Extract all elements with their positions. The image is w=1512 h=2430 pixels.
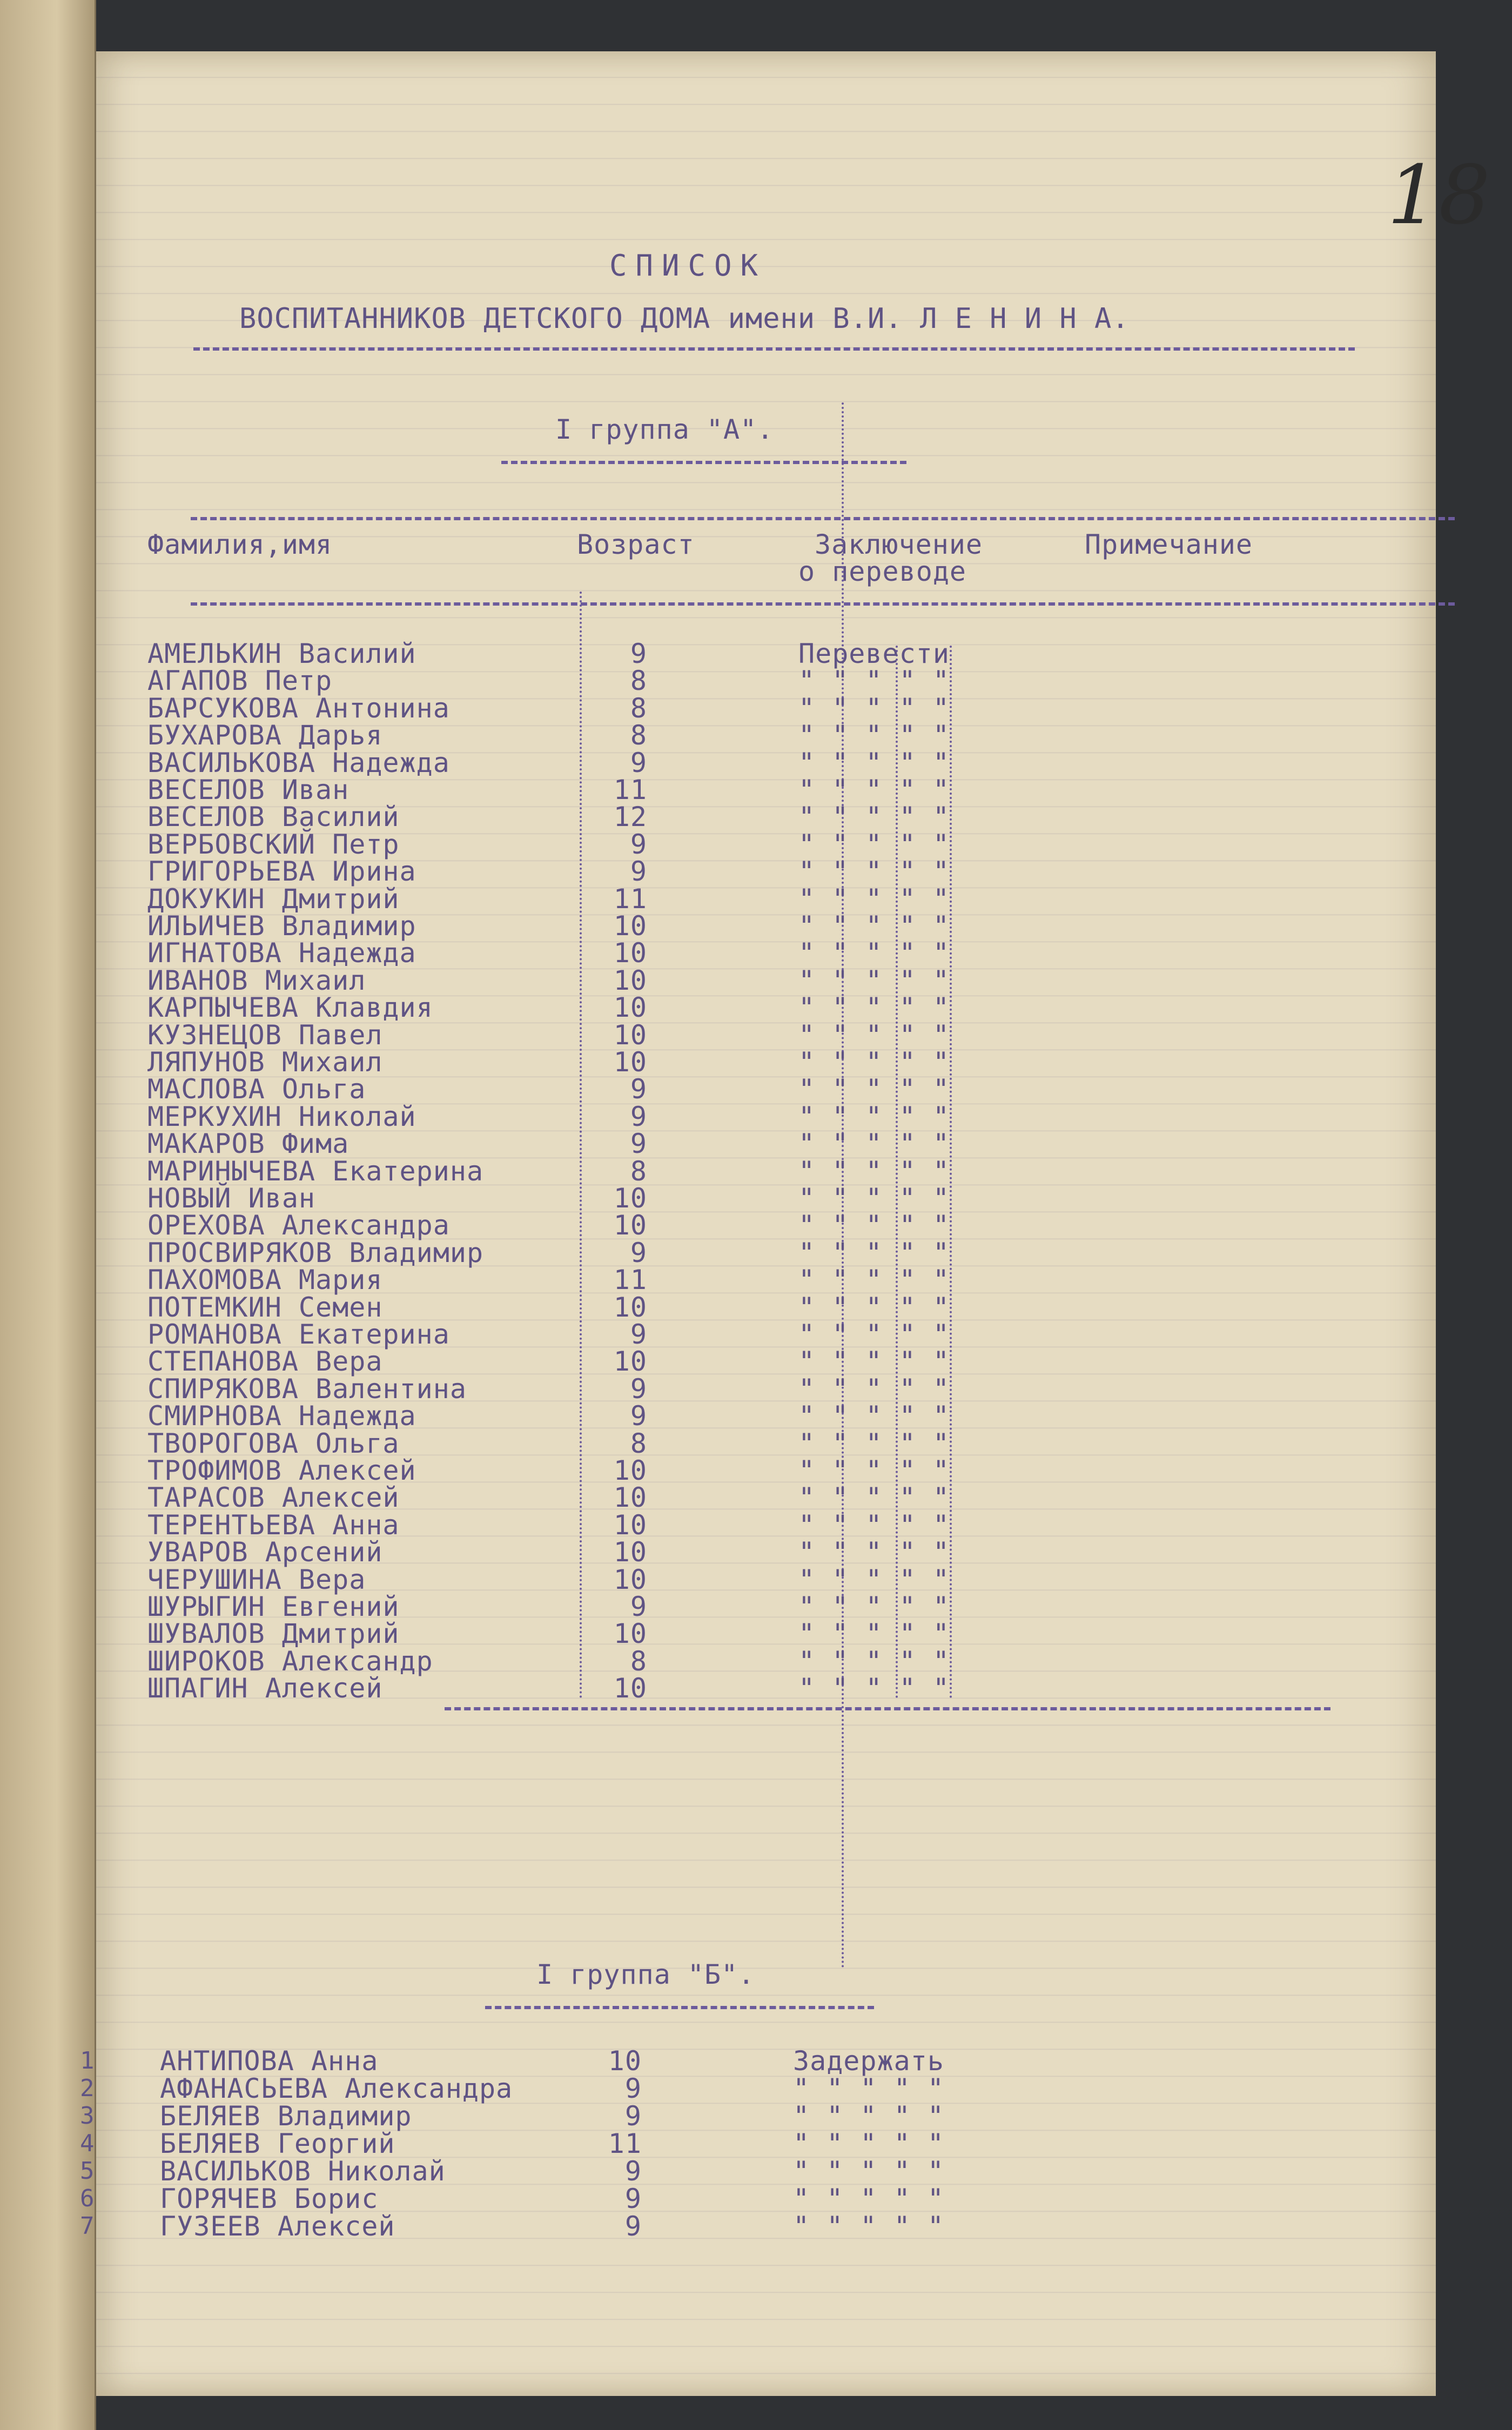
row-age: 10 (613, 964, 647, 996)
row-age: 10 (613, 1563, 647, 1595)
row-age: 9 (630, 828, 647, 860)
group-a-end-rule (445, 1707, 1330, 1710)
row-name: УВАРОВ Арсений (147, 1536, 383, 1568)
row-conclusion: " " " " " (798, 774, 950, 805)
row-conclusion: " " " " " (793, 2100, 944, 2132)
row-conclusion: " " " " " (798, 856, 950, 888)
group-b-title-underline (485, 2006, 874, 2009)
row-name: ГУЗЕЕВ Алексей (160, 2211, 395, 2242)
row-conclusion: " " " " " (798, 665, 950, 697)
row-name: ДОКУКИН Дмитрий (147, 883, 400, 915)
row-name: МАСЛОВА Ольга (147, 1073, 366, 1105)
row-name: ГОРЯЧЕВ Борис (160, 2183, 379, 2214)
row-conclusion: " " " " " (798, 1618, 950, 1650)
row-name: БУХАРОВА Дарья (147, 720, 383, 751)
row-name: ВЕРБОВСКИЙ Петр (147, 828, 400, 860)
row-conclusion: " " " " " (798, 964, 950, 996)
row-name: КАРПЫЧЕВА Клавдия (147, 992, 433, 1024)
row-name: БЕЛЯЕВ Георгий (160, 2128, 395, 2159)
row-name: ТВОРОГОВА Ольга (147, 1427, 400, 1459)
row-name: СТЕПАНОВА Вера (147, 1346, 383, 1378)
row-age: 10 (608, 2045, 642, 2077)
row-age: 10 (613, 937, 647, 969)
row-name: ТЕРЕНТЬЕВА Анна (147, 1509, 400, 1541)
row-conclusion: " " " " " (798, 1509, 950, 1541)
row-name: РОМАНОВА Екатерина (147, 1319, 450, 1350)
row-conclusion: " " " " " (798, 692, 950, 724)
row-conclusion: " " " " " (798, 828, 950, 860)
row-age: 8 (630, 720, 647, 751)
row-age: 9 (630, 1591, 647, 1622)
row-name: ШИРОКОВ Александр (147, 1645, 433, 1677)
row-name: ВАСИЛЬКОВ Николай (160, 2156, 446, 2187)
conclusion-column-dots-3 (950, 646, 952, 1699)
row-age: 11 (608, 2128, 642, 2159)
row-age: 9 (624, 2073, 642, 2104)
row-conclusion: " " " " " (798, 1645, 950, 1677)
row-age: 11 (613, 883, 647, 915)
row-name: ВАСИЛЬКОВА Надежда (147, 747, 450, 778)
row-name: ИВАНОВ Михаил (147, 964, 366, 996)
row-age: 10 (613, 1183, 647, 1214)
row-name: СМИРНОВА Надежда (147, 1400, 416, 1432)
row-conclusion: " " " " " (798, 1673, 950, 1704)
row-age: 9 (630, 747, 647, 778)
row-name: АГАПОВ Петр (147, 665, 333, 697)
row-conclusion: Задержать (793, 2045, 944, 2077)
row-age: 9 (630, 1319, 647, 1350)
row-name: ТРОФИМОВ Алексей (147, 1455, 416, 1486)
row-number: 6 (80, 2185, 95, 2212)
row-age: 10 (613, 1046, 647, 1078)
row-age: 10 (613, 1291, 647, 1323)
row-name: КУЗНЕЦОВ Павел (147, 1019, 383, 1051)
row-conclusion: Перевести (798, 638, 950, 669)
row-age: 9 (630, 1073, 647, 1105)
row-conclusion: " " " " " (793, 2211, 944, 2242)
row-conclusion: " " " " " (793, 2128, 944, 2159)
row-conclusion: " " " " " (798, 1400, 950, 1432)
row-age: 10 (613, 992, 647, 1024)
row-age: 9 (630, 1373, 647, 1405)
row-age: 8 (630, 1427, 647, 1459)
row-conclusion: " " " " " (798, 1210, 950, 1241)
row-name: ИГНАТОВА Надежда (147, 937, 416, 969)
row-name: МАКАРОВ Фима (147, 1128, 350, 1160)
row-name: МАРИНЫЧЕВА Екатерина (147, 1155, 484, 1187)
row-number: 2 (80, 2075, 95, 2102)
row-name: БЕЛЯЕВ Владимир (160, 2100, 412, 2132)
row-conclusion: " " " " " (798, 1427, 950, 1459)
row-conclusion: " " " " " (798, 992, 950, 1024)
row-name: ПОТЕМКИН Семен (147, 1291, 383, 1323)
row-age: 9 (630, 638, 647, 669)
row-age: 8 (630, 1155, 647, 1187)
row-age: 10 (613, 1210, 647, 1241)
row-conclusion: " " " " " (798, 1373, 950, 1405)
row-name: ШУРЫГИН Евгений (147, 1591, 400, 1622)
document-sheet (80, 51, 1490, 2396)
row-age: 8 (630, 1645, 647, 1677)
row-conclusion: " " " " " (798, 801, 950, 833)
row-conclusion: " " " " " (798, 720, 950, 751)
row-conclusion: " " " " " (793, 2183, 944, 2214)
row-age: 8 (630, 665, 647, 697)
row-age: 9 (630, 1237, 647, 1268)
row-age: 10 (613, 1455, 647, 1486)
col-header-note: Примечание (1085, 529, 1253, 560)
row-age: 11 (613, 1264, 647, 1296)
row-age: 10 (613, 1673, 647, 1704)
row-age: 9 (624, 2211, 642, 2242)
row-number: 3 (80, 2102, 95, 2130)
row-name: ЛЯПУНОВ Михаил (147, 1046, 383, 1078)
row-name: ТАРАСОВ Алексей (147, 1482, 400, 1514)
row-age: 9 (624, 2156, 642, 2187)
row-conclusion: " " " " " (798, 1563, 950, 1595)
row-conclusion: " " " " " (798, 1264, 950, 1296)
row-age: 9 (630, 1128, 647, 1160)
row-name: ШПАГИН Алексей (147, 1673, 383, 1704)
row-conclusion: " " " " " (798, 1237, 950, 1268)
row-conclusion: " " " " " (793, 2156, 944, 2187)
group-a-title: I группа "А". (555, 414, 774, 445)
row-age: 12 (613, 801, 647, 833)
row-conclusion: " " " " " (798, 1128, 950, 1160)
row-age: 10 (613, 1509, 647, 1541)
row-name: ВЕСЕЛОВ Иван (147, 774, 350, 805)
row-conclusion: " " " " " (798, 747, 950, 778)
row-conclusion: " " " " " (798, 1536, 950, 1568)
folio-number: 18 (1387, 149, 1490, 243)
row-name: ОРЕХОВА Александра (147, 1210, 450, 1241)
row-conclusion: " " " " " (798, 1183, 950, 1214)
page-subtitle: ВОСПИТАННИКОВ ДЕТСКОГО ДОМА имени В.И. Л Е Н И Н А. (239, 303, 1130, 335)
row-name: МЕРКУХИН Николай (147, 1100, 416, 1132)
row-name: АФАНАСЬЕВА Александра (160, 2073, 513, 2104)
row-conclusion: " " " " " (798, 1455, 950, 1486)
col-header-age: Возраст (577, 529, 695, 560)
row-age: 9 (630, 1100, 647, 1132)
table-header-top-rule (191, 517, 1455, 520)
row-conclusion: " " " " " (798, 1073, 950, 1105)
row-name: ЧЕРУШИНА Вера (147, 1563, 366, 1595)
row-conclusion: " " " " " (798, 1291, 950, 1323)
row-age: 9 (624, 2183, 642, 2214)
row-name: ИЛЬИЧЕВ Владимир (147, 910, 416, 942)
row-conclusion: " " " " " (798, 910, 950, 942)
row-name: ПАХОМОВА Мария (147, 1264, 383, 1296)
row-age: 10 (613, 1482, 647, 1514)
row-conclusion: " " " " " (798, 937, 950, 969)
row-name: АМЕЛЬКИН Василий (147, 638, 416, 669)
page-title: СПИСОК (609, 249, 767, 283)
col-header-conclusion-1: Заключение (815, 529, 983, 560)
row-name: БАРСУКОВА Антонина (147, 692, 450, 724)
row-name: СПИРЯКОВА Валентина (147, 1373, 467, 1405)
group-b-title: I группа "Б". (536, 1959, 755, 1990)
row-age: 11 (613, 774, 647, 805)
row-number: 7 (80, 2212, 95, 2240)
row-name: ГРИГОРЬЕВА Ирина (147, 856, 416, 888)
group-a-title-underline (501, 461, 906, 464)
col-header-name: Фамилия,имя (147, 529, 333, 560)
row-age: 8 (630, 692, 647, 724)
row-age: 9 (630, 1400, 647, 1432)
row-conclusion: " " " " " (798, 1482, 950, 1514)
row-number: 5 (80, 2157, 95, 2185)
col-header-conclusion-2: о переводе (798, 556, 967, 587)
row-conclusion: " " " " " (798, 1591, 950, 1622)
row-conclusion: " " " " " (798, 1046, 950, 1078)
row-number: 4 (80, 2130, 95, 2157)
row-age: 10 (613, 910, 647, 942)
title-underline (193, 347, 1355, 351)
row-conclusion: " " " " " (798, 883, 950, 915)
row-name: ШУВАЛОВ Дмитрий (147, 1618, 400, 1650)
row-name: ВЕСЕЛОВ Василий (147, 801, 400, 833)
row-conclusion: " " " " " (798, 1019, 950, 1051)
row-age: 10 (613, 1618, 647, 1650)
row-conclusion: " " " " " (798, 1155, 950, 1187)
row-age: 9 (630, 856, 647, 888)
row-age: 10 (613, 1346, 647, 1378)
row-age: 10 (613, 1536, 647, 1568)
row-number: 1 (80, 2047, 95, 2075)
row-age: 10 (613, 1019, 647, 1051)
row-conclusion: " " " " " (798, 1319, 950, 1350)
row-conclusion: " " " " " (798, 1100, 950, 1132)
row-age: 9 (624, 2100, 642, 2132)
row-name: НОВЫЙ Иван (147, 1183, 316, 1214)
row-conclusion: " " " " " (798, 1346, 950, 1378)
table-header-bottom-rule (191, 602, 1455, 606)
row-name: АНТИПОВА Анна (160, 2045, 379, 2077)
row-name: ПРОСВИРЯКОВ Владимир (147, 1237, 484, 1268)
row-conclusion: " " " " " (793, 2073, 944, 2104)
